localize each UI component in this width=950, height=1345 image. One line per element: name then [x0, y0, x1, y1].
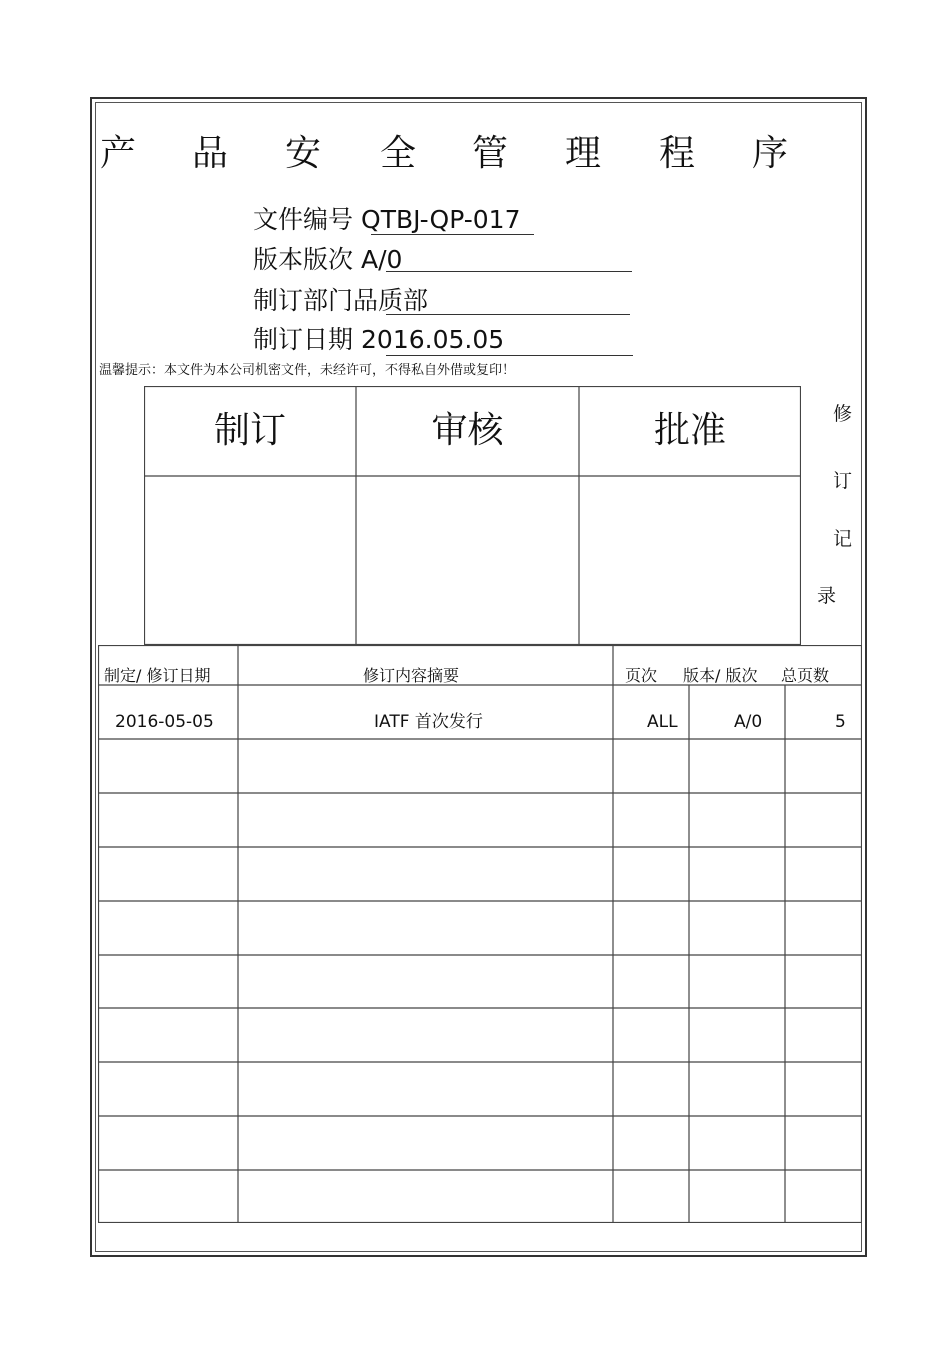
header-version: 版本/ 版次: [683, 666, 758, 685]
header-total-pages: 总页数: [781, 666, 830, 685]
version-value: A/0: [361, 245, 403, 274]
date-value: 2016.05.05: [361, 325, 505, 354]
title-char: 管: [472, 133, 509, 174]
version-underline: [386, 271, 632, 272]
title-char: 程: [659, 133, 696, 174]
cell-date: 2016-05-05: [115, 712, 214, 732]
doc-number-row: [253, 204, 520, 236]
cell-version: A/0: [734, 712, 763, 732]
dept-underline: [386, 314, 630, 315]
sig-header-approved: 批准: [653, 410, 726, 451]
title-char: 序: [752, 133, 789, 174]
revision-label-char: 记: [833, 528, 853, 550]
title-char: 全: [380, 133, 417, 174]
header-page: 页次: [625, 666, 658, 685]
doc-number-label: 文件编号: [253, 205, 354, 234]
date-underline: [386, 355, 633, 356]
confidential-notice: 温馨提示：本文件为本公司机密文件，未经许可，不得私自外借或复印！: [99, 363, 516, 378]
sig-header-reviewed: 审核: [431, 410, 504, 451]
cell-total-pages: 5: [835, 712, 846, 732]
header-revision-summary: 修订内容摘要: [363, 666, 460, 685]
signature-table: [144, 386, 801, 645]
doc-number-underline: [371, 234, 534, 235]
title-char: 产: [100, 133, 137, 174]
title-char: 品: [192, 133, 229, 174]
doc-number-value: QTBJ-QP-017: [361, 205, 521, 234]
dept-label: 制订部门: [253, 286, 354, 315]
date-label: 制订日期: [253, 325, 354, 354]
dept-row: [253, 285, 428, 317]
revision-label-char: 修: [833, 403, 853, 425]
date-row: [253, 324, 504, 356]
sig-header-drafted: 制订: [213, 410, 286, 451]
dept-value: 品质部: [353, 286, 429, 315]
revision-label-char: 录: [817, 585, 837, 607]
cell-page: ALL: [647, 712, 678, 732]
header-revision-date: 制定/ 修订日期: [104, 666, 211, 685]
title-char: 理: [565, 133, 602, 174]
cell-summary: IATF 首次发行: [374, 712, 483, 732]
revision-label-char: 订: [833, 470, 853, 492]
revision-table: [98, 645, 862, 1223]
title-char: 安: [285, 133, 322, 174]
version-row: [253, 244, 402, 276]
version-label: 版本版次: [253, 245, 354, 274]
